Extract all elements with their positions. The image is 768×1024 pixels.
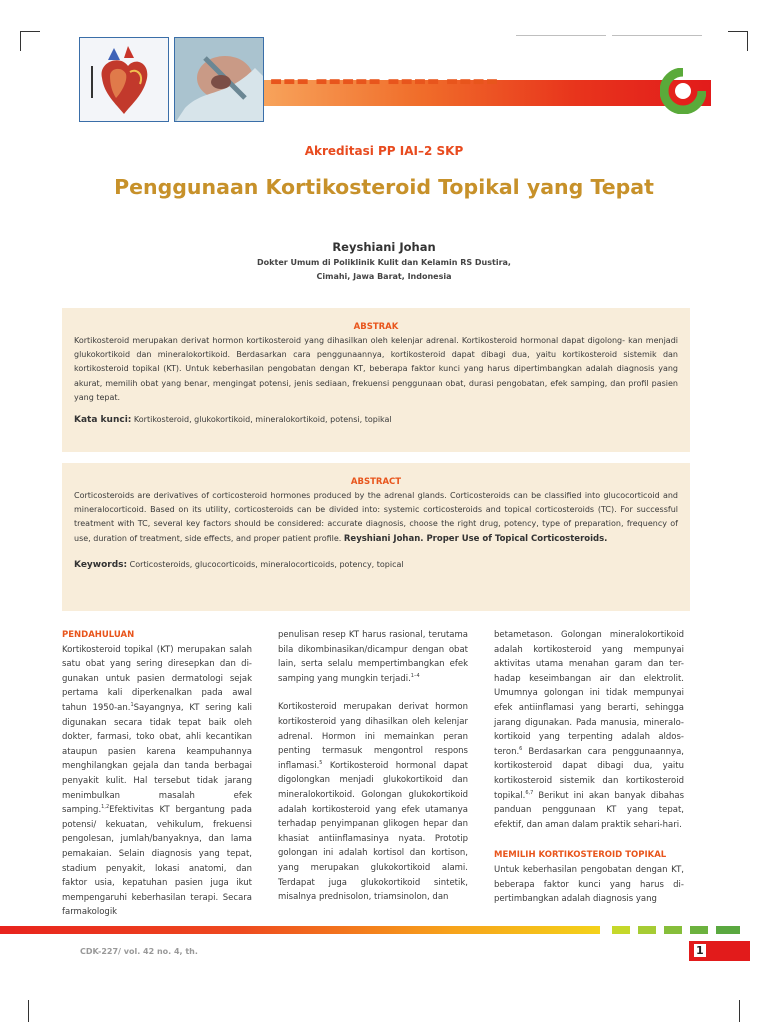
citation-ref: 6 — [519, 745, 523, 752]
body-column-3 — [494, 628, 684, 907]
footer-square — [638, 926, 656, 934]
article-title: Penggunaan Kortikosteroid Topikal yang Tepat — [114, 175, 654, 199]
crop-mark — [728, 31, 748, 32]
body-column-1 — [62, 628, 252, 920]
footer-square — [664, 926, 682, 934]
footer-color-bar — [0, 926, 600, 934]
heart-illustration — [79, 37, 169, 122]
footer-square — [716, 926, 740, 934]
citation-ref: 6,7 — [525, 789, 534, 796]
body-column-2 — [278, 628, 468, 905]
citation-ref: 1 — [130, 702, 134, 709]
citation-ref: 1–4 — [410, 672, 420, 679]
header-rule — [612, 35, 702, 36]
accreditation-label: Akreditasi PP IAI–2 SKP — [304, 144, 464, 158]
keywords-text: Kortikosteroid, glukokortikoid, mineralokortikoid, potensi, topikal — [133, 415, 392, 425]
journal-citation: CDK-227/ vol. 42 no. 4, th. — [80, 947, 198, 956]
abstract-text: Corticosteroids are derivatives of corticosteroid hormones produced by the adrenal glands. Corticosteroids can be classified into glucocorticoid and mineralocorticoid. Based on its utility, corticosteroids can be divided into: systemic corticosteroids and topical corticosteroids (TC). For successful treatment with TC, several key factors should be considered: accurate diagnosis, choose the right drug, potency, type of preparation, frequency of use, duration of treatment, side effects, and proper patient profile. — [74, 491, 678, 543]
keywords-text: Corticosteroids, glucocorticoids, mineralocorticoids, potency, topical — [129, 559, 404, 569]
author-name: Reyshiani Johan — [332, 240, 436, 254]
surgery-photo — [174, 37, 264, 122]
paragraph — [494, 628, 684, 832]
abstract-keywords — [74, 560, 678, 570]
author-affiliation — [200, 256, 568, 284]
paragraph-text: Berdasarkan cara penggunaannya, kortikosteroid dapat dibagi dua, yaitu kortikosteroid sistemik dan kortikosteroid topikal. — [494, 746, 685, 801]
abstract-heading: ABSTRACT — [350, 477, 402, 487]
paragraph — [278, 700, 468, 904]
citation-ref: 5 — [319, 759, 323, 766]
crop-mark — [20, 31, 40, 32]
abstrak-keywords — [74, 415, 678, 425]
paragraph — [62, 643, 252, 920]
paragraph-text: Kortikosteroid topikal (KT) merupakan salah satu obat yang sering diresepkan dan di- gunakan untuk pasien dermatologi sejak pertama kali diperkenalkan pada awal tahun 1950-an. — [62, 644, 252, 713]
paragraph — [278, 628, 468, 686]
header-rule — [516, 35, 606, 36]
page-number: 1 — [696, 944, 704, 957]
footer-square — [612, 926, 630, 934]
crop-mark — [28, 1000, 29, 1022]
paragraph: Untuk keberhasilan pengobatan dengan KT, beberapa faktor kunci yang harus di- pertimbangkan adalah diagnosis yang — [494, 864, 684, 905]
keywords-label: Keywords: — [74, 559, 128, 570]
crop-mark — [747, 31, 748, 51]
paragraph-text: penulisan resep KT harus rasional, terutama bila dikombinasikan/dicampur dengan obat lain, serta selalu mempertimbangkan efek samping yang mungkin terjadi. — [278, 630, 468, 684]
section-heading: MEMILIH KORTIKOSTEROID TOPIKAL — [494, 850, 667, 861]
abstrak-heading: ABSTRAK — [353, 322, 399, 332]
affiliation-line: Dokter Umum di Poliklinik Kulit dan Kelamin RS Dustira, — [257, 258, 511, 267]
citation-ref: 1,2 — [101, 804, 110, 811]
abstrak-body: Kortikosteroid merupakan derivat hormon kortikosteroid yang dihasilkan oleh kelenjar adrenal. Kortikosteroid hormonal dapat digolong- kan menjadi glukokortikoid dan mineralokortikoid. Berdasarkan cara penggunaannya, kortikosteroid dapat dibagi dua, yaitu kortikosteroid sistemik dan kortikosteroid topikal (KT). Untuk keberhasilan pengobatan dengan KT, beberapa faktor kunci yang harus dipertimbangkan adalah diagnosis yang akurat, memilih obat yang benar, mengingat potensi, jenis sediaan, frekuensi penggunaan obat, durasi pengobatan, efek samping, dan profil pasien yang tepat. — [74, 336, 678, 402]
footer-square — [690, 926, 708, 934]
paragraph-text: Kortikosteroid merupakan derivat hormon kortikosteroid yang dihasilkan oleh kelenjar adrenal. Hormon ini memainkan peran penting termasuk mengontrol respons inflamasi. — [278, 702, 468, 771]
crop-mark — [20, 31, 21, 51]
page-number-tab — [689, 941, 750, 961]
crop-mark — [739, 1000, 740, 1022]
abstract-citation: Reyshiani Johan. Proper Use of Topical Corticosteroids. — [343, 533, 608, 544]
affiliation-line: Cimahi, Jawa Barat, Indonesia — [316, 272, 452, 281]
paragraph-text: Sayangnya, KT sering kali digunakan secara tidak tepat baik oleh dokter, farmasi, toko obat, ahli kecantikan ataupun pasien karena keampuhannya menghilangkan gejala dan tanda berbagai penyakit kulit. Hal tersebut tidak jarang menimbulkan masalah efek samping. — [62, 702, 252, 816]
paragraph-text: betametason. Golongan mineralokortikoid adalah kortikosteroid yang mempunyai aktivitas utama menahan garam dan ter- hadap keseimbangan air dan elektrolit. Umumnya golongan ini tidak mempunyai efek antiinflamasi yang berarti, sehingga jarang digunakan. Pada manusia, mineralo- kortikoid yang terpenting adalah aldos- teron. — [494, 630, 684, 757]
abstract-box — [62, 463, 690, 611]
abstract-body — [74, 489, 678, 546]
section-heading: PENDAHULUAN — [62, 630, 135, 640]
header-bar-text: ▬▬▬ ▬▬▬▬▬ ▬▬▬▬ ▬▬▬▬ — [270, 74, 500, 86]
paragraph-text: Kortikosteroid hormonal dapat digolongkan menjadi glukokortikoid dan mineralokortikoid. Golongan glukokortikoid adalah kortikosteroid yang efek utamanya terhadap penyimpanan glikogen hepar dan khasiat antiinflamasinya nyata. Prototip golongan ini adalah kortisol dan kortison, yang merupakan glukokortikoid alami. Terdapat juga glukokortikoid sintetik, misalnya prednisolon, triamsinolon, dan — [278, 760, 468, 903]
keywords-label: Kata kunci: — [74, 415, 132, 426]
abstrak-box — [62, 308, 690, 452]
paragraph-text: Berikut ini akan banyak dibahas panduan penggunaan KT yang tepat, efektif, dan aman dalam praktik sehari-hari. — [494, 790, 685, 830]
paragraph-text: Efektivitas KT bergantung pada potensi/ kekuatan, vehikulum, frekuensi pengolesan, jumlah/banyaknya, dan lama pemakaian. Selain diagnosis yang tepat, stadium penyakit, lokasi anatomi, dan faktor usia, kepatuhan pasien juga ikut mempengaruhi keberhasilan terapi. Secara farmakologik — [62, 805, 252, 918]
journal-logo — [660, 68, 706, 114]
